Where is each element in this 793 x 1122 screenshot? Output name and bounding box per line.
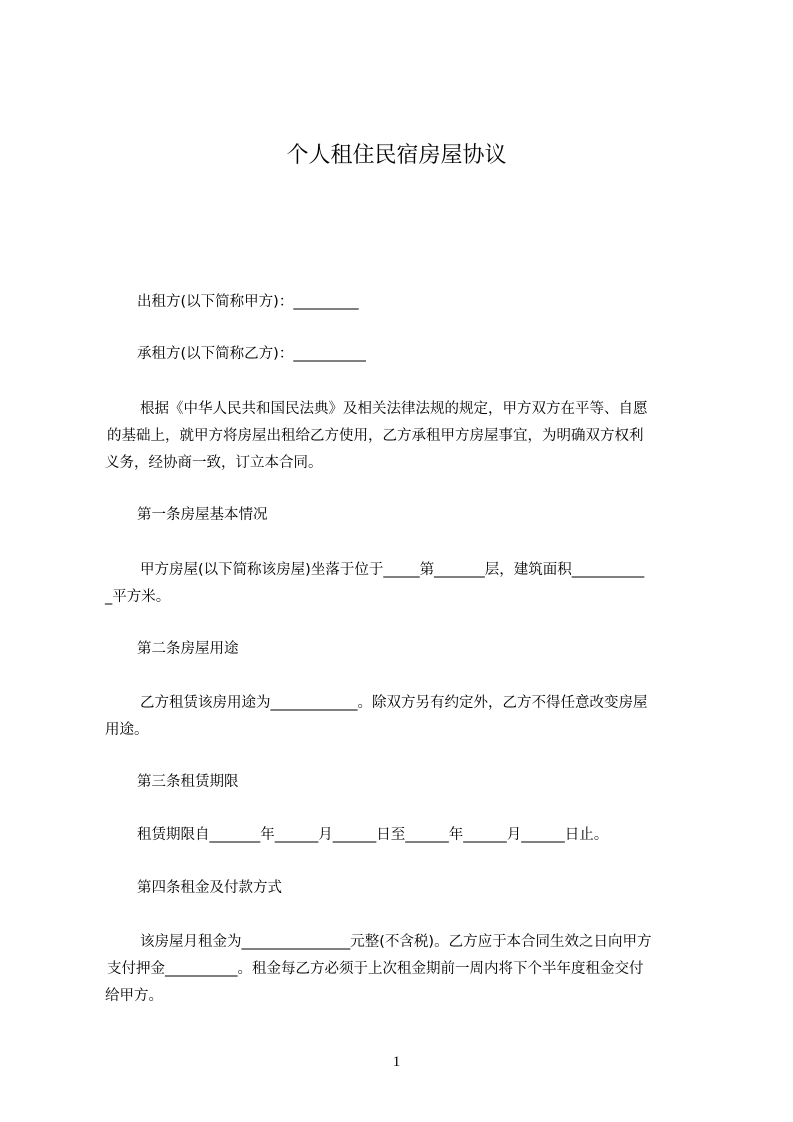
article-2-line-1: 乙方租赁该房用途为____________。除双方另有约定外，乙方不得任意改变房屋: [140, 695, 648, 711]
preamble-line-1: 根据《中华人民共和国民法典》及相关法律法规的规定，甲方双方在平等、自愿: [140, 401, 648, 417]
article-3-heading: 第三条租赁期限: [137, 774, 239, 790]
document-title: 个人租住民宿房屋协议: [286, 143, 507, 168]
lessor-line: 出租方(以下简称甲方)：_________: [137, 294, 359, 310]
preamble-line-2: 的基础上，就甲方将房屋出租给乙方使用，乙方承租甲方房屋事宜，为明确双方权利: [107, 428, 644, 444]
article-4-heading: 第四条租金及付款方式: [137, 880, 282, 896]
article-1-heading: 第一条房屋基本情况: [137, 507, 268, 523]
article-4-line-2: 支付押金__________。租金每乙方必须于上次租金期前一周内将下个半年度租金交付: [107, 961, 644, 977]
article-4-line-1: 该房屋月租金为_______________元整(不含税)。乙方应于本合同生效之日向甲方: [140, 934, 652, 950]
article-4-line-3: 给甲方。: [105, 988, 163, 1004]
article-1-line-2: _平方米。: [105, 589, 171, 605]
preamble-line-3: 义务，经协商一致，订立本合同。: [105, 455, 323, 471]
article-2-heading: 第二条房屋用途: [137, 641, 239, 657]
lessee-line: 承租方(以下简称乙方)：__________: [137, 346, 366, 362]
article-2-line-2: 用途。: [105, 722, 149, 738]
page-number: 1: [392, 1054, 401, 1070]
article-1-line-1: 甲方房屋(以下简称该房屋)坐落于位于_____第_______层，建筑面积__________: [140, 562, 645, 578]
article-3-line-1: 租赁期限自_______年______月______日至______年______月______日止。: [137, 827, 609, 843]
